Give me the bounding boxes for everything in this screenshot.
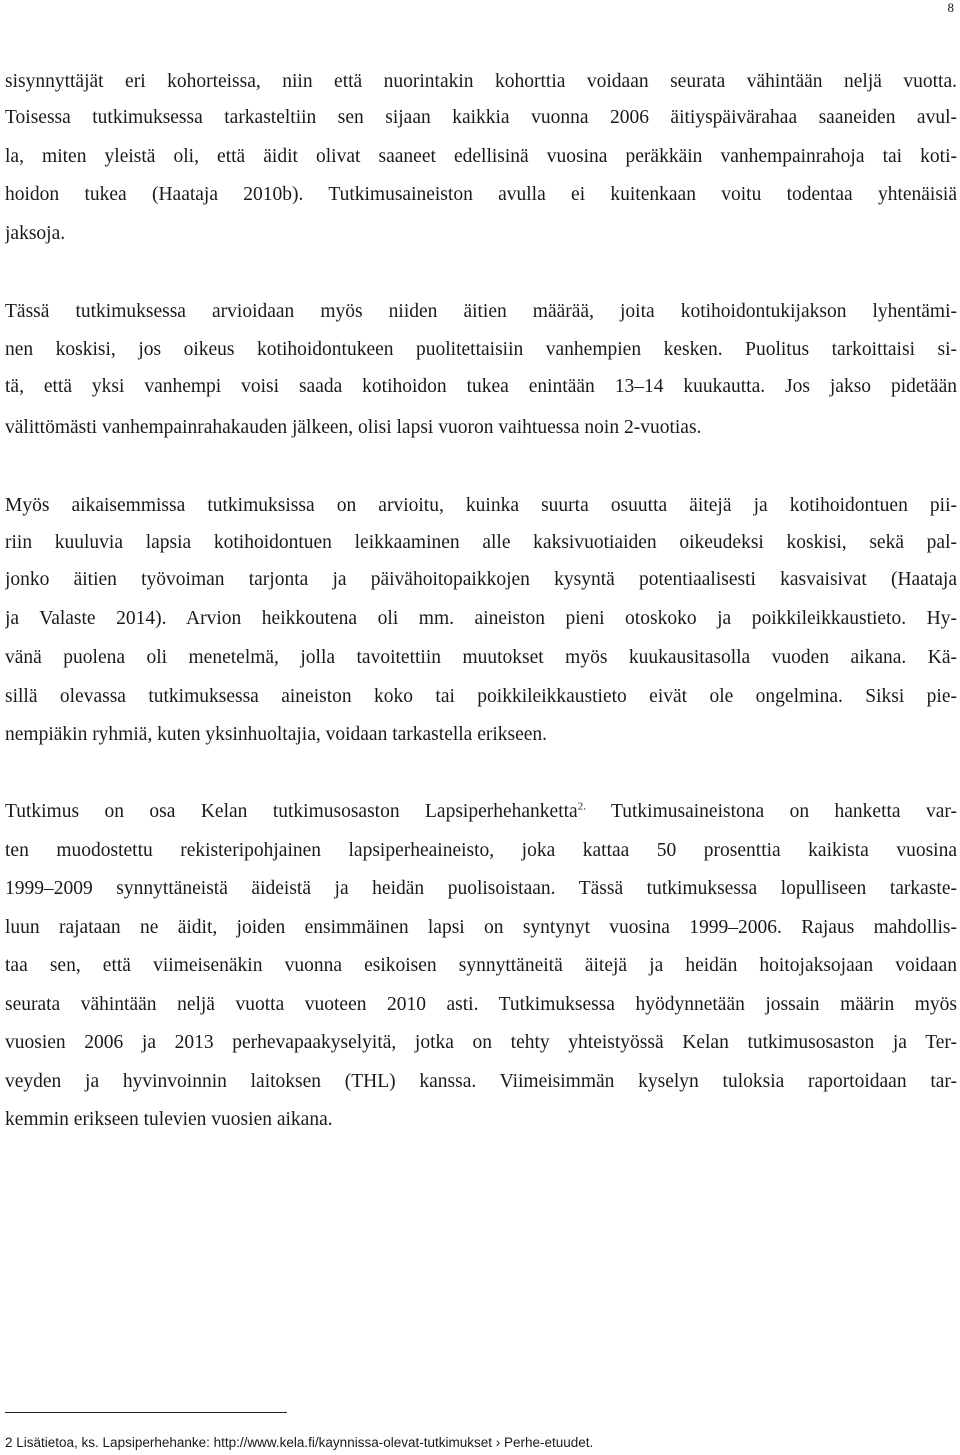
text-segment: Tutkimus on osa Kelan tutkimusosaston Lapsiperhehanketta (5, 801, 578, 822)
text-line: la, miten yleistä oli, että äidit olivat saaneet edellisinä vuosina peräkkäin vanhempainrahoja tai koti- (5, 146, 957, 167)
footnote: 2 Lisätietoa, ks. Lapsiperhehanke: http://www.kela.fi/kaynnissa-olevat-tutkimukset › Perhe-etuudet. (5, 1435, 594, 1450)
text-line: vänä puolena oli menetelmä, jolla tavoitettiin muutokset myös kuukausitasolla vuoden aikana. Kä- (5, 647, 957, 668)
text-line: luun rajataan ne äidit, joiden ensimmäinen lapsi on syntynyt vuosina 1999–2006. Rajaus mahdollis- (5, 917, 957, 938)
text-line: tä, että yksi vanhempi voisi saada kotihoidon tukea enintään 13–14 kuukautta. Jos jakso pidetään (5, 376, 957, 397)
footnote-reference[interactable]: 2. (577, 800, 586, 813)
text-line: nempiäkin ryhmiä, kuten yksinhuoltajia, voidaan tarkastella erikseen. (5, 724, 548, 745)
text-line: sisynnyttäjät eri kohorteissa, niin että nuorintakin kohorttia voidaan seurata vähintään neljä vuotta. (5, 71, 957, 92)
text-line: välittömästi vanhempainrahakauden jälkeen, olisi lapsi vuoron vaihtuessa noin 2-vuotias. (5, 417, 702, 438)
text-line: hoidon tukea (Haataja 2010b). Tutkimusaineiston avulla ei kuitenkaan voitu todentaa yhtenäisiä (5, 184, 957, 205)
text-line: ja Valaste 2014). Arvion heikkoutena oli mm. aineiston pieni otoskoko ja poikkileikkaustieto. Hy- (5, 608, 957, 629)
page-number: 8 (947, 0, 954, 15)
footnote-divider (5, 1412, 287, 1413)
text-segment: Tutkimusaineistona on hanketta var- (585, 801, 957, 822)
text-line: sillä olevassa tutkimuksessa aineiston koko tai poikkileikkaustieto eivät ole ongelmina. Siksi pie- (5, 686, 957, 707)
text-line: taa sen, että viimeisenäkin vuonna esikoisen synnyttäneitä äitejä ja heidän hoitojaksojaan voidaan (5, 955, 957, 976)
text-line: nen koskisi, jos oikeus kotihoidontukeen puolitettaisiin vanhempien kesken. Puolitus tarkoittaisi si- (5, 339, 957, 360)
text-line: vuosien 2006 ja 2013 perhevapaakyselyitä, jotka on tehty yhteistyössä Kelan tutkimusosaston ja Ter- (5, 1032, 957, 1053)
text-line: jonko äitien työvoiman tarjonta ja päivähoitopaikkojen kysyntä potentiaalisesti kasvaisivat (Haataja (5, 569, 957, 590)
text-line: seurata vähintään neljä vuotta vuoteen 2010 asti. Tutkimuksessa hyödynnetään jossain määrin myös (5, 994, 957, 1015)
text-line: Myös aikaisemmissa tutkimuksissa on arvioitu, kuinka suurta osuutta äitejä ja kotihoidontuen pii- (5, 495, 957, 516)
text-line: 1999–2009 synnyttäneistä äideistä ja heidän puolisoistaan. Tässä tutkimuksessa lopulliseen tarkaste- (5, 878, 957, 899)
text-line: riin kuuluvia lapsia kotihoidontuen leikkaaminen alle kaksivuotiaiden oikeudeksi koskisi, sekä pal- (5, 532, 957, 553)
text-line-with-footnote-ref (5, 800, 957, 824)
text-line: veyden ja hyvinvoinnin laitoksen (THL) kanssa. Viimeisimmän kyselyn tuloksia raportoidaan tar- (5, 1071, 957, 1092)
text-line: ten muodostettu rekisteripohjainen lapsiperheaineisto, joka kattaa 50 prosenttia kaikista vuosina (5, 840, 957, 861)
text-line: jaksoja. (5, 223, 66, 244)
text-line: Tässä tutkimuksessa arvioidaan myös niiden äitien määrää, joita kotihoidontukijakson lyhentämi- (5, 301, 957, 322)
text-line: Toisessa tutkimuksessa tarkasteltiin sen sijaan kaikkia vuonna 2006 äitiyspäivärahaa saaneiden avul- (5, 107, 957, 128)
text-line: kemmin erikseen tulevien vuosien aikana. (5, 1109, 333, 1130)
